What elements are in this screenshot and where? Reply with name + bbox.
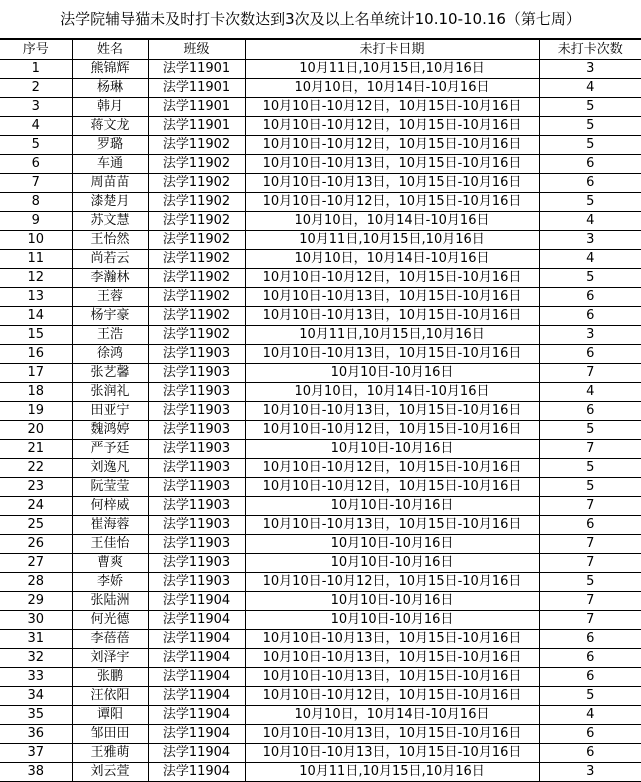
cell-index[interactable]: 2: [0, 79, 72, 98]
table-row: [0, 288, 641, 307]
cell-missed-dates[interactable]: 10月10日-10月13日，10月15日-10月16日: [245, 402, 539, 421]
cell-missed-dates[interactable]: 10月10日，10月14日-10月16日: [245, 250, 539, 269]
cell-missed-count[interactable]: 6: [539, 649, 641, 668]
cell-missed-dates[interactable]: 10月10日-10月16日: [245, 554, 539, 573]
cell-index[interactable]: 10: [0, 231, 72, 250]
cell-missed-count[interactable]: 4: [539, 212, 641, 231]
cell-index[interactable]: 23: [0, 478, 72, 497]
cell-missed-count[interactable]: 7: [539, 535, 641, 554]
table-row: [0, 478, 641, 497]
cell-index[interactable]: 1: [0, 60, 72, 79]
cell-missed-count[interactable]: 6: [539, 516, 641, 535]
cell-class[interactable]: 法学11903: [148, 364, 245, 383]
cell-missed-dates[interactable]: 10月10日-10月13日，10月15日-10月16日: [245, 668, 539, 687]
cell-class[interactable]: 法学11901: [148, 60, 245, 79]
table-row: [0, 649, 641, 668]
cell-class[interactable]: 法学11903: [148, 383, 245, 402]
table-row: [0, 725, 641, 744]
cell-index[interactable]: 29: [0, 592, 72, 611]
cell-class[interactable]: 法学11904: [148, 706, 245, 725]
cell-class[interactable]: 法学11904: [148, 611, 245, 630]
cell-name[interactable]: 崔海蓉: [72, 516, 148, 535]
table-row: [0, 383, 641, 402]
cell-name[interactable]: 谭阳: [72, 706, 148, 725]
cell-index[interactable]: 28: [0, 573, 72, 592]
cell-index[interactable]: 15: [0, 326, 72, 345]
cell-missed-count[interactable]: 7: [539, 440, 641, 459]
cell-name[interactable]: 苏文慧: [72, 212, 148, 231]
cell-class[interactable]: 法学11902: [148, 288, 245, 307]
table-row: [0, 326, 641, 345]
cell-missed-count[interactable]: 4: [539, 79, 641, 98]
cell-class[interactable]: 法学11904: [148, 687, 245, 706]
cell-missed-count[interactable]: 3: [539, 326, 641, 345]
cell-name[interactable]: 何光德: [72, 611, 148, 630]
cell-class[interactable]: 法学11903: [148, 497, 245, 516]
cell-class[interactable]: 法学11902: [148, 307, 245, 326]
cell-missed-dates[interactable]: 10月10日，10月14日-10月16日: [245, 706, 539, 725]
cell-index[interactable]: 12: [0, 269, 72, 288]
cell-index[interactable]: 20: [0, 421, 72, 440]
cell-index[interactable]: 17: [0, 364, 72, 383]
cell-index[interactable]: 6: [0, 155, 72, 174]
cell-index[interactable]: 18: [0, 383, 72, 402]
cell-missed-dates[interactable]: 10月10日-10月13日，10月15日-10月16日: [245, 155, 539, 174]
cell-missed-dates[interactable]: 10月10日-10月13日，10月15日-10月16日: [245, 744, 539, 763]
table-row: [0, 136, 641, 155]
cell-index[interactable]: 26: [0, 535, 72, 554]
table-row: [0, 497, 641, 516]
cell-missed-dates[interactable]: 10月11日,10月15日,10月16日: [245, 326, 539, 345]
cell-name[interactable]: 刘泽宇: [72, 649, 148, 668]
cell-class[interactable]: 法学11904: [148, 744, 245, 763]
cell-index[interactable]: 36: [0, 725, 72, 744]
table-row: [0, 687, 641, 706]
cell-class[interactable]: 法学11904: [148, 668, 245, 687]
table-row: [0, 763, 641, 782]
cell-name[interactable]: 李瀚林: [72, 269, 148, 288]
cell-index[interactable]: 25: [0, 516, 72, 535]
table-row: [0, 535, 641, 554]
cell-missed-count[interactable]: 5: [539, 687, 641, 706]
table-row: [0, 706, 641, 725]
cell-class[interactable]: 法学11901: [148, 117, 245, 136]
table-row: [0, 155, 641, 174]
cell-missed-dates[interactable]: 10月10日-10月12日，10月15日-10月16日: [245, 459, 539, 478]
header-class[interactable]: 班级: [148, 40, 245, 60]
cell-name[interactable]: 汪依阳: [72, 687, 148, 706]
table-row: [0, 269, 641, 288]
cell-missed-dates[interactable]: 10月10日-10月16日: [245, 497, 539, 516]
cell-name[interactable]: 王雅萌: [72, 744, 148, 763]
cell-name[interactable]: 王怡然: [72, 231, 148, 250]
cell-missed-count[interactable]: 5: [539, 421, 641, 440]
cell-missed-dates[interactable]: 10月10日-10月13日，10月15日-10月16日: [245, 307, 539, 326]
cell-index[interactable]: 4: [0, 117, 72, 136]
cell-name[interactable]: 何梓威: [72, 497, 148, 516]
table-row: [0, 592, 641, 611]
cell-index[interactable]: 13: [0, 288, 72, 307]
cell-name[interactable]: 王蓉: [72, 288, 148, 307]
table-row: [0, 174, 641, 193]
cell-index[interactable]: 7: [0, 174, 72, 193]
cell-name[interactable]: 张艺馨: [72, 364, 148, 383]
table-row: [0, 231, 641, 250]
cell-missed-dates[interactable]: 10月10日-10月12日，10月15日-10月16日: [245, 136, 539, 155]
cell-missed-count[interactable]: 5: [539, 478, 641, 497]
cell-missed-count[interactable]: 7: [539, 611, 641, 630]
cell-name[interactable]: 漆楚月: [72, 193, 148, 212]
cell-class[interactable]: 法学11902: [148, 231, 245, 250]
table-row: [0, 250, 641, 269]
cell-missed-count[interactable]: 6: [539, 402, 641, 421]
cell-missed-count[interactable]: 6: [539, 155, 641, 174]
cell-name[interactable]: 罗璐: [72, 136, 148, 155]
cell-missed-count[interactable]: 6: [539, 744, 641, 763]
table-row: [0, 117, 641, 136]
cell-class[interactable]: 法学11902: [148, 326, 245, 345]
cell-class[interactable]: 法学11903: [148, 478, 245, 497]
cell-missed-dates[interactable]: 10月10日-10月13日，10月15日-10月16日: [245, 725, 539, 744]
cell-class[interactable]: 法学11902: [148, 155, 245, 174]
table-row: [0, 79, 641, 98]
table-row: [0, 98, 641, 117]
cell-missed-dates[interactable]: 10月10日，10月14日-10月16日: [245, 383, 539, 402]
cell-index[interactable]: 11: [0, 250, 72, 269]
cell-class[interactable]: 法学11903: [148, 573, 245, 592]
cell-index[interactable]: 31: [0, 630, 72, 649]
cell-missed-dates[interactable]: 10月10日-10月12日，10月15日-10月16日: [245, 193, 539, 212]
cell-name[interactable]: 张陆洲: [72, 592, 148, 611]
sheet-title: 法学院辅导猫未及时打卡次数达到3次及以上名单统计10.10-10.16（第七周）: [0, 0, 641, 39]
cell-missed-dates[interactable]: 10月10日-10月13日，10月15日-10月16日: [245, 345, 539, 364]
cell-missed-count[interactable]: 7: [539, 497, 641, 516]
cell-missed-dates[interactable]: 10月10日-10月13日，10月15日-10月16日: [245, 288, 539, 307]
cell-class[interactable]: 法学11902: [148, 269, 245, 288]
cell-name[interactable]: 张润礼: [72, 383, 148, 402]
cell-name[interactable]: 刘云萱: [72, 763, 148, 782]
cell-missed-dates[interactable]: 10月11日,10月15日,10月16日: [245, 231, 539, 250]
cell-missed-count[interactable]: 6: [539, 345, 641, 364]
cell-missed-dates[interactable]: 10月10日-10月16日: [245, 611, 539, 630]
cell-missed-count[interactable]: 6: [539, 630, 641, 649]
header-row: [0, 40, 641, 60]
cell-name[interactable]: 韩月: [72, 98, 148, 117]
cell-missed-count[interactable]: 3: [539, 231, 641, 250]
cell-class[interactable]: 法学11903: [148, 459, 245, 478]
table-row: [0, 668, 641, 687]
cell-missed-count[interactable]: 5: [539, 459, 641, 478]
cell-missed-dates[interactable]: 10月10日-10月13日，10月15日-10月16日: [245, 516, 539, 535]
cell-name[interactable]: 尚若云: [72, 250, 148, 269]
cell-class[interactable]: 法学11902: [148, 136, 245, 155]
cell-name[interactable]: 田亚宁: [72, 402, 148, 421]
cell-index[interactable]: 16: [0, 345, 72, 364]
cell-name[interactable]: 杨琳: [72, 79, 148, 98]
cell-missed-count[interactable]: 7: [539, 592, 641, 611]
cell-missed-count[interactable]: 4: [539, 250, 641, 269]
header-missed-count[interactable]: 未打卡次数: [539, 40, 641, 60]
table-row: [0, 611, 641, 630]
cell-class[interactable]: 法学11903: [148, 516, 245, 535]
cell-class[interactable]: 法学11903: [148, 554, 245, 573]
cell-missed-dates[interactable]: 10月11日,10月15日,10月16日: [245, 763, 539, 782]
cell-class[interactable]: 法学11901: [148, 79, 245, 98]
cell-class[interactable]: 法学11903: [148, 345, 245, 364]
cell-index[interactable]: 21: [0, 440, 72, 459]
cell-index[interactable]: 27: [0, 554, 72, 573]
cell-index[interactable]: 22: [0, 459, 72, 478]
cell-missed-dates[interactable]: 10月10日-10月13日，10月15日-10月16日: [245, 630, 539, 649]
cell-missed-dates[interactable]: 10月10日-10月12日，10月15日-10月16日: [245, 478, 539, 497]
table-row: [0, 193, 641, 212]
cell-missed-count[interactable]: 5: [539, 269, 641, 288]
cell-class[interactable]: 法学11904: [148, 763, 245, 782]
cell-name[interactable]: 邹田田: [72, 725, 148, 744]
cell-name[interactable]: 李娇: [72, 573, 148, 592]
cell-name[interactable]: 蒋文龙: [72, 117, 148, 136]
cell-index[interactable]: 35: [0, 706, 72, 725]
cell-missed-count[interactable]: 7: [539, 364, 641, 383]
cell-missed-dates[interactable]: 10月10日-10月16日: [245, 364, 539, 383]
cell-missed-dates[interactable]: 10月10日-10月13日，10月15日-10月16日: [245, 174, 539, 193]
cell-class[interactable]: 法学11904: [148, 592, 245, 611]
cell-missed-count[interactable]: 5: [539, 573, 641, 592]
cell-missed-count[interactable]: 6: [539, 668, 641, 687]
table-row: [0, 516, 641, 535]
cell-missed-count[interactable]: 6: [539, 725, 641, 744]
cell-name[interactable]: 曹爽: [72, 554, 148, 573]
cell-missed-count[interactable]: 5: [539, 193, 641, 212]
table-row: [0, 554, 641, 573]
cell-name[interactable]: 严予廷: [72, 440, 148, 459]
cell-name[interactable]: 李蓓蓓: [72, 630, 148, 649]
cell-index[interactable]: 37: [0, 744, 72, 763]
cell-missed-count[interactable]: 4: [539, 706, 641, 725]
attendance-table: [0, 39, 641, 782]
cell-name[interactable]: 刘逸凡: [72, 459, 148, 478]
cell-index[interactable]: 33: [0, 668, 72, 687]
cell-name[interactable]: 阮莹莹: [72, 478, 148, 497]
cell-missed-dates[interactable]: 10月10日-10月16日: [245, 592, 539, 611]
cell-missed-count[interactable]: 3: [539, 60, 641, 79]
cell-class[interactable]: 法学11903: [148, 402, 245, 421]
cell-class[interactable]: 法学11903: [148, 535, 245, 554]
cell-missed-dates[interactable]: 10月10日-10月12日，10月15日-10月16日: [245, 687, 539, 706]
table-row: [0, 364, 641, 383]
cell-class[interactable]: 法学11902: [148, 212, 245, 231]
cell-missed-dates[interactable]: 10月10日-10月13日，10月15日-10月16日: [245, 649, 539, 668]
table-row: [0, 421, 641, 440]
cell-name[interactable]: 徐鸿: [72, 345, 148, 364]
cell-class[interactable]: 法学11901: [148, 98, 245, 117]
cell-missed-count[interactable]: 6: [539, 288, 641, 307]
cell-index[interactable]: 19: [0, 402, 72, 421]
table-row: [0, 630, 641, 649]
cell-name[interactable]: 杨宇豪: [72, 307, 148, 326]
cell-index[interactable]: 9: [0, 212, 72, 231]
cell-missed-count[interactable]: 6: [539, 174, 641, 193]
cell-index[interactable]: 3: [0, 98, 72, 117]
cell-missed-dates[interactable]: 10月10日-10月12日，10月15日-10月16日: [245, 98, 539, 117]
cell-missed-dates[interactable]: 10月10日，10月14日-10月16日: [245, 212, 539, 231]
cell-class[interactable]: 法学11904: [148, 725, 245, 744]
table-row: [0, 440, 641, 459]
table-row: [0, 573, 641, 592]
cell-index[interactable]: 8: [0, 193, 72, 212]
header-missed-dates[interactable]: 未打卡日期: [245, 40, 539, 60]
cell-name[interactable]: 熊锦辉: [72, 60, 148, 79]
cell-class[interactable]: 法学11903: [148, 440, 245, 459]
cell-missed-count[interactable]: 5: [539, 136, 641, 155]
table-row: [0, 459, 641, 478]
cell-index[interactable]: 14: [0, 307, 72, 326]
table-row: [0, 744, 641, 763]
cell-missed-count[interactable]: 6: [539, 307, 641, 326]
cell-index[interactable]: 24: [0, 497, 72, 516]
cell-name[interactable]: 魏鸿婷: [72, 421, 148, 440]
cell-name[interactable]: 张鹏: [72, 668, 148, 687]
cell-missed-count[interactable]: 5: [539, 117, 641, 136]
cell-missed-dates[interactable]: 10月10日，10月14日-10月16日: [245, 79, 539, 98]
cell-missed-dates[interactable]: 10月10日-10月12日，10月15日-10月16日: [245, 269, 539, 288]
cell-class[interactable]: 法学11904: [148, 630, 245, 649]
cell-name[interactable]: 王浩: [72, 326, 148, 345]
cell-class[interactable]: 法学11902: [148, 193, 245, 212]
cell-missed-count[interactable]: 3: [539, 763, 641, 782]
cell-index[interactable]: 38: [0, 763, 72, 782]
cell-missed-dates[interactable]: 10月11日,10月15日,10月16日: [245, 60, 539, 79]
cell-missed-dates[interactable]: 10月10日-10月12日，10月15日-10月16日: [245, 573, 539, 592]
cell-index[interactable]: 5: [0, 136, 72, 155]
table-row: [0, 307, 641, 326]
table-row: [0, 402, 641, 421]
table-row: [0, 60, 641, 79]
cell-index[interactable]: 34: [0, 687, 72, 706]
cell-missed-dates[interactable]: 10月10日-10月12日，10月15日-10月16日: [245, 117, 539, 136]
cell-name[interactable]: 周苗苗: [72, 174, 148, 193]
cell-class[interactable]: 法学11902: [148, 250, 245, 269]
cell-missed-dates[interactable]: 10月10日-10月12日，10月15日-10月16日: [245, 421, 539, 440]
header-name[interactable]: 姓名: [72, 40, 148, 60]
cell-index[interactable]: 30: [0, 611, 72, 630]
cell-index[interactable]: 32: [0, 649, 72, 668]
cell-missed-dates[interactable]: 10月10日-10月16日: [245, 440, 539, 459]
cell-missed-dates[interactable]: 10月10日-10月16日: [245, 535, 539, 554]
cell-name[interactable]: 王佳怡: [72, 535, 148, 554]
cell-name[interactable]: 车通: [72, 155, 148, 174]
table-row: [0, 212, 641, 231]
cell-class[interactable]: 法学11902: [148, 174, 245, 193]
header-index[interactable]: 序号: [0, 40, 72, 60]
cell-missed-count[interactable]: 4: [539, 383, 641, 402]
cell-class[interactable]: 法学11904: [148, 649, 245, 668]
cell-missed-count[interactable]: 7: [539, 554, 641, 573]
table-row: [0, 345, 641, 364]
cell-missed-count[interactable]: 5: [539, 98, 641, 117]
cell-class[interactable]: 法学11903: [148, 421, 245, 440]
